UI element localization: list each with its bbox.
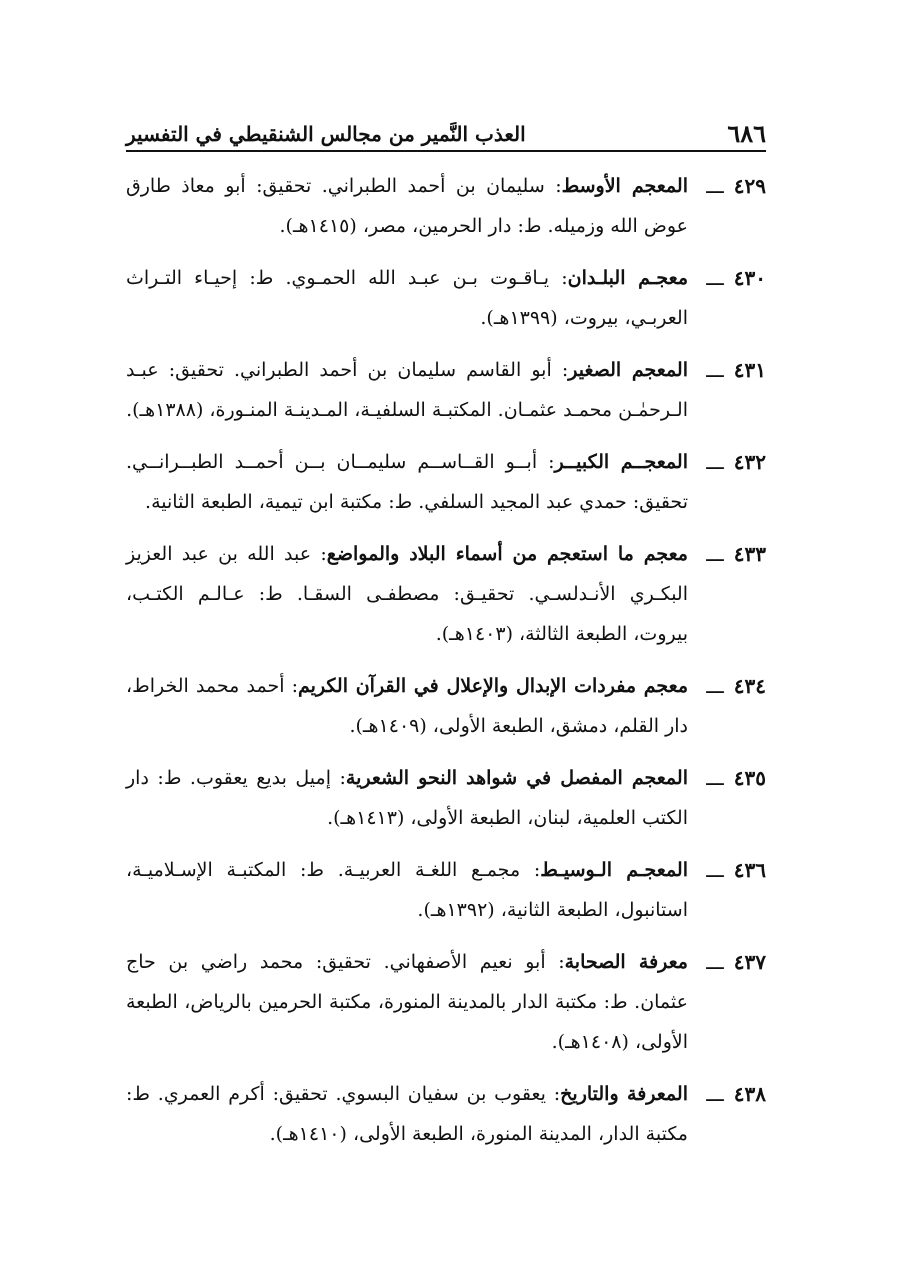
entry-dash: ـــ — [706, 950, 724, 974]
entry-title: المعجـم الـوسيـط — [540, 859, 689, 881]
entry-title: معجم مفردات الإبدال والإعلال في القرآن الكريم — [298, 675, 688, 697]
entry-dash: ـــ — [706, 674, 724, 698]
entry-number: ٤٣٧ — [733, 950, 766, 974]
entry-title: معرفة الصحابة — [564, 951, 688, 973]
entry-body — [126, 666, 688, 746]
entry-marker — [688, 850, 766, 890]
entry-body — [126, 258, 688, 338]
entry-title: معجـم البلـدان — [567, 267, 689, 289]
entry-body — [126, 758, 688, 838]
entry-number: ٤٢٩ — [733, 174, 766, 198]
entry-number: ٤٣١ — [733, 358, 766, 382]
entry-number: ٤٣٥ — [733, 766, 766, 790]
entry-dash: ـــ — [706, 266, 724, 290]
entry-marker — [688, 1074, 766, 1114]
bibliography-entry — [126, 942, 766, 1062]
entry-text: : أحمد محمد الخراط، دار القلم، دمشق، الطبعة الأولى، (١٤٠٩هـ). — [126, 675, 688, 737]
entry-body — [126, 166, 688, 246]
entry-body — [126, 942, 688, 1062]
bibliography-entry — [126, 534, 766, 654]
entry-title: المعجم الصغير — [568, 359, 688, 381]
entry-dash: ـــ — [706, 858, 724, 882]
entry-marker — [688, 666, 766, 706]
entry-marker — [688, 942, 766, 982]
entry-dash: ـــ — [706, 766, 724, 790]
entry-title: المعجــم الكبيــر — [554, 451, 688, 473]
entry-text: : يـاقـوت بـن عبـد الله الحمـوي. ط: إحيـاء التـراث العربـي، بيروت، (١٣٩٩هـ). — [126, 267, 688, 329]
header-rule — [126, 150, 766, 152]
entry-marker — [688, 534, 766, 574]
entry-marker — [688, 258, 766, 298]
entry-text: : أبو القاسم سليمان بن أحمد الطبراني. تحقيق: عبـد الـرحمٰـن محمـد عثمـان. المكتبـة السلفيـة، المـدينـة المنـورة، (١٣٨٨هـ). — [126, 359, 688, 421]
entry-text: : أبــو القــاســم سليمــان بــن أحمــد الطبــرانــي. تحقيق: حمدي عبد المجيد السلفي. ط: مكتبة ابن تيمية، الطبعة الثانية. — [126, 451, 688, 513]
entry-dash: ـــ — [706, 542, 724, 566]
bibliography-entry — [126, 350, 766, 430]
entry-title: معجم ما استعجم من أسماء البلاد والمواضع — [326, 543, 688, 565]
bibliography-entry — [126, 442, 766, 522]
entry-body — [126, 442, 688, 522]
bibliography-entry — [126, 166, 766, 246]
entry-dash: ـــ — [706, 1082, 724, 1106]
entry-body — [126, 534, 688, 654]
entry-body — [126, 850, 688, 930]
bibliography-entry — [126, 758, 766, 838]
bibliography-entry — [126, 1074, 766, 1154]
entry-dash: ـــ — [706, 358, 724, 382]
bibliography-entry — [126, 666, 766, 746]
entry-title: المعجم الأوسط — [561, 175, 688, 197]
entry-marker — [688, 350, 766, 390]
entry-dash: ـــ — [706, 450, 724, 474]
entry-text: : إميل بديع يعقوب. ط: دار الكتب العلمية، لبنان، الطبعة الأولى، (١٤١٣هـ). — [126, 767, 688, 829]
entry-number: ٤٣٣ — [733, 542, 766, 566]
entry-body — [126, 1074, 688, 1154]
entry-text: : يعقوب بن سفيان البسوي. تحقيق: أكرم العمري. ط: مكتبة الدار، المدينة المنورة، الطبعة الأولى، (١٤١٠هـ). — [126, 1083, 688, 1145]
bibliography-entry — [126, 258, 766, 338]
running-title: العذب النَّمير من مجالس الشنقيطي في التفسير — [126, 122, 526, 146]
entry-marker — [688, 166, 766, 206]
bibliography-entry — [126, 850, 766, 930]
entry-marker — [688, 758, 766, 798]
entry-dash: ـــ — [706, 174, 724, 198]
entry-title: المعجم المفصل في شواهد النحو الشعرية — [345, 767, 688, 789]
entry-number: ٤٣٠ — [733, 266, 766, 290]
entry-number: ٤٣٨ — [733, 1082, 766, 1106]
page-header — [126, 112, 766, 148]
entry-title: المعرفة والتاريخ — [560, 1083, 688, 1105]
page-number: ٦٨٦ — [727, 119, 766, 148]
entry-number: ٤٣٢ — [733, 450, 766, 474]
entry-text: : عبد الله بن عبد العزيز البكـري الأنـدلسـي. تحقيـق: مصطفـى السقـا. ط: عـالـم الكتـب، بيروت، الطبعة الثالثة، (١٤٠٣هـ). — [126, 543, 688, 645]
entry-text: : سليمان بن أحمد الطبراني. تحقيق: أبو معاذ طارق عوض الله وزميله. ط: دار الحرمين، مصر، (١٤١٥هـ). — [126, 175, 688, 237]
entry-marker — [688, 442, 766, 482]
entry-text: : أبو نعيم الأصفهاني. تحقيق: محمد راضي بن حاج عثمان. ط: مكتبة الدار بالمدينة المنورة، مكتبة الحرمين بالرياض، الطبعة الأولى، (١٤٠٨هـ). — [126, 951, 688, 1053]
bibliography-list — [126, 166, 766, 1166]
entry-text: : مجمـع اللغـة العربيـة. ط: المكتبـة الإسـلاميـة، استانبول، الطبعة الثانية، (١٣٩٢هـ). — [126, 859, 688, 921]
entry-number: ٤٣٤ — [733, 674, 766, 698]
entry-body — [126, 350, 688, 430]
book-page — [126, 0, 766, 1271]
entry-number: ٤٣٦ — [733, 858, 766, 882]
